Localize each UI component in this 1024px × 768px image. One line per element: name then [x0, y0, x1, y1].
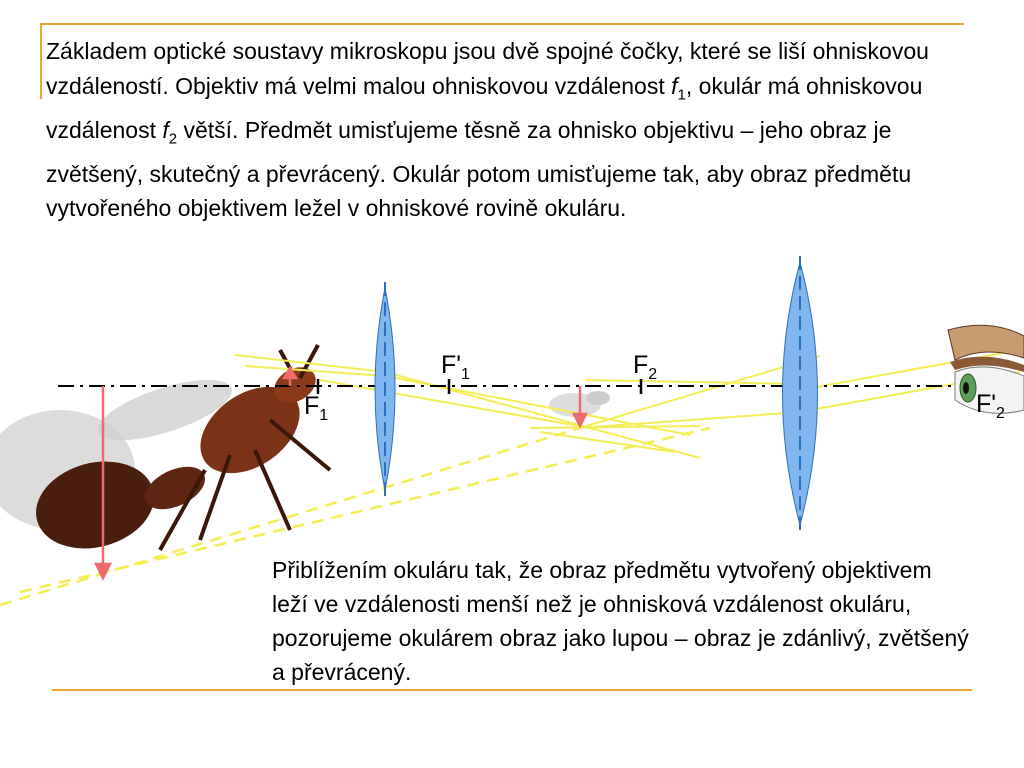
f1-subscript: 1 [677, 86, 686, 104]
label-f1-prime: $F'_1$ [441, 351, 470, 383]
f2-subscript: 2 [168, 130, 178, 148]
image-head [586, 391, 610, 405]
label-f2: $F_2$ [633, 351, 658, 383]
label-f2-prime: $F'_2$ [976, 390, 1005, 422]
intro-text-1: Základem optické soustavy mikroskopu jsou dvě spojné čočky, které se liší ohniskovou vzdáleností. Objektiv má velmi malou ohniskovou vzdálenost [46, 38, 929, 99]
note-paragraph: Přiblížením okuláru tak, že obraz předmětu vytvořený objektivem leží ve vzdálenosti menší než je ohnisková vzdálenost okuláru, pozorujeme okulárem obraz jako lupou – obraz je zdánlivý, zvětšený a převrácený. [272, 557, 969, 685]
f1-variable: f [671, 72, 678, 99]
label-f1: $F_1$ [304, 392, 329, 424]
intro-text-3: větší. Předmět umisťujeme těsně za ohnisko objektivu – jeho obraz je zvětšený, skutečný a převrácený. Okulár potom umisťujeme tak, aby obraz předmětu vytvořeného objektivem ležel v ohniskové rovině okuláru. [46, 116, 912, 222]
rays [235, 350, 1020, 458]
ant-object [0, 345, 330, 561]
f2-variable: f [162, 116, 169, 143]
intro-text-2: , okulár má ohniskovou vzdálenost [46, 72, 923, 143]
